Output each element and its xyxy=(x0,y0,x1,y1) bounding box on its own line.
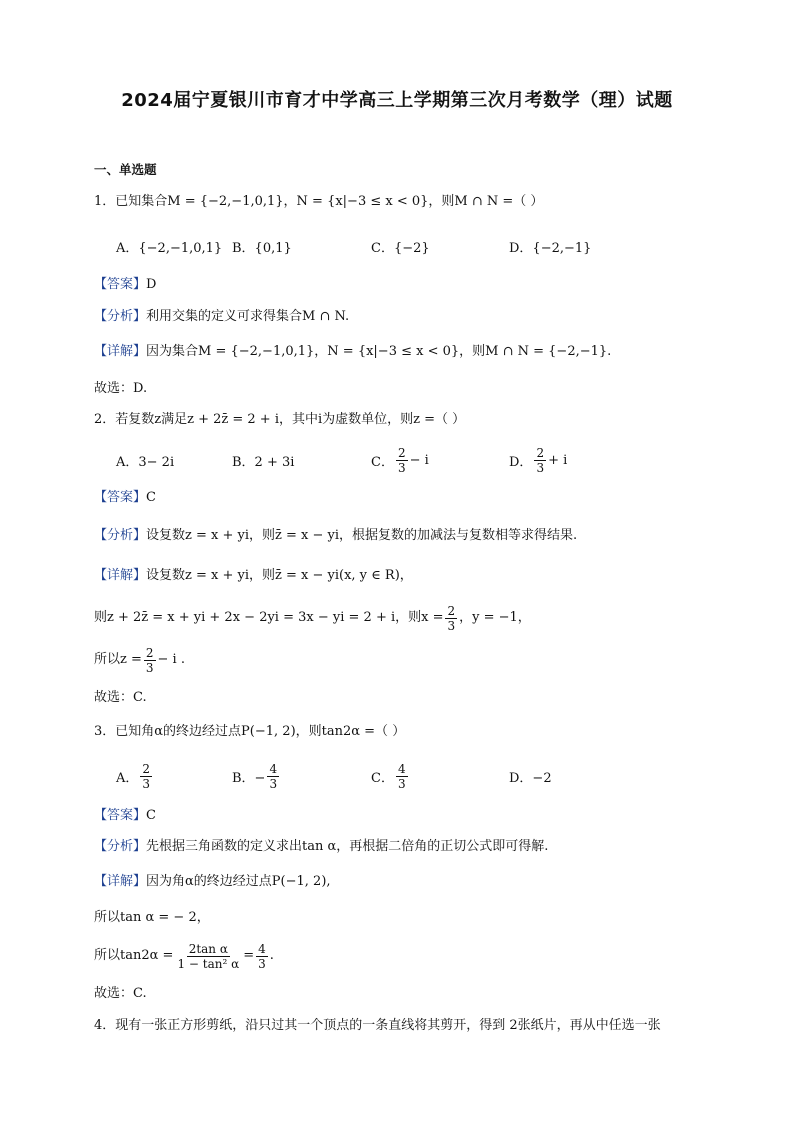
q1-option-c: C．{−2} xyxy=(371,240,430,256)
fraction xyxy=(445,604,457,633)
denominator: 3 xyxy=(397,776,406,791)
option-prefix: A． xyxy=(116,770,139,786)
q4-stem: 4．现有一张正方形剪纸，沿只过其一个顶点的一条直线将其剪开，得到 2张纸片，再从中任选一张 xyxy=(94,1018,661,1033)
q3-analysis xyxy=(94,837,548,857)
answer-value: D xyxy=(146,277,157,292)
answer-tag: 【答案】 xyxy=(94,277,147,292)
detail-text: 设复数z = x + yi，则z̄ = x − yi(x, y ∈ R)， xyxy=(146,568,413,583)
option-prefix: C． xyxy=(371,770,394,786)
q2-choose: 故选：C. xyxy=(94,690,147,705)
answer-tag: 【答案】 xyxy=(94,490,147,505)
q2-detail-line3 xyxy=(94,640,185,680)
q3-option-a xyxy=(116,756,154,796)
page-title: 2024届宁夏银川市育才中学高三上学期第三次月考数学（理）试题 xyxy=(121,90,673,111)
q2-options xyxy=(116,440,736,480)
numerator: 2 xyxy=(447,603,456,618)
option-suffix: + i xyxy=(548,452,568,468)
q1-analysis xyxy=(94,307,349,327)
option-prefix: D． xyxy=(509,454,533,470)
numerator: 2 xyxy=(145,645,154,660)
equation-suffix: . xyxy=(269,948,274,963)
denominator: 3 xyxy=(397,460,406,475)
analysis-tag: 【分析】 xyxy=(94,309,147,324)
numerator: 2 xyxy=(142,761,151,776)
equation-prefix: 所以tan2α = xyxy=(94,948,174,963)
fraction xyxy=(140,762,152,791)
fraction xyxy=(256,942,268,971)
numerator: 2 xyxy=(397,445,406,460)
denominator: 3 xyxy=(145,660,154,675)
numerator: 4 xyxy=(258,941,266,956)
q1-detail xyxy=(94,342,611,362)
q2-option-a: A．3− 2i xyxy=(116,454,175,470)
q3-answer xyxy=(94,806,156,826)
q3-detail xyxy=(94,872,331,892)
q3-stem: 3．已知角α的终边经过点P(−1, 2)，则tan2α =（ ） xyxy=(94,724,406,739)
numerator: 2tan α xyxy=(188,941,228,956)
denominator: 3 xyxy=(258,956,266,971)
q3-option-d: D．−2 xyxy=(509,770,552,786)
fraction xyxy=(396,762,408,791)
q3-options xyxy=(116,756,736,796)
fraction xyxy=(396,446,408,475)
numerator: 4 xyxy=(397,761,406,776)
q2-analysis xyxy=(94,526,577,546)
option-prefix: C． xyxy=(371,454,394,470)
detail-tag: 【详解】 xyxy=(94,344,147,359)
q2-detail-line2 xyxy=(94,598,531,638)
section-heading: 一、单选题 xyxy=(94,162,157,177)
q3-detail-line3 xyxy=(94,936,274,976)
denominator: 3 xyxy=(142,776,151,791)
detail-tag: 【详解】 xyxy=(94,568,147,583)
fraction xyxy=(175,942,241,971)
q3-detail-line2: 所以tan α = − 2， xyxy=(94,910,210,925)
answer-value: C xyxy=(146,490,156,505)
analysis-tag: 【分析】 xyxy=(94,528,147,543)
equation-suffix: ，y = −1， xyxy=(459,610,531,625)
option-suffix: − i xyxy=(409,452,429,468)
analysis-tag: 【分析】 xyxy=(94,839,147,854)
equation-prefix: 则z + 2z̄ = x + yi + 2x − 2yi = 3x − yi = 2 + i，则x = xyxy=(94,610,444,625)
detail-text: 因为角α的终边经过点P(−1, 2), xyxy=(146,874,331,889)
denominator: 3 xyxy=(269,776,278,791)
detail-tag: 【详解】 xyxy=(94,874,147,889)
q2-answer xyxy=(94,488,156,508)
analysis-text: 先根据三角函数的定义求出tan α，再根据二倍角的正切公式即可得解. xyxy=(146,839,549,854)
q3-option-c xyxy=(371,756,410,796)
q1-options xyxy=(116,226,736,266)
option-prefix: B．− xyxy=(232,770,266,786)
equation-suffix: − i . xyxy=(157,652,185,667)
equals-sign: = xyxy=(243,948,255,963)
numerator: 2 xyxy=(536,445,545,460)
analysis-text: 利用交集的定义可求得集合M ∩ N. xyxy=(146,309,350,324)
fraction xyxy=(267,762,279,791)
denominator: 3 xyxy=(447,618,456,633)
q2-option-d xyxy=(509,440,567,480)
q1-stem: 1．已知集合M = {−2,−1,0,1}，N = {x|−3 ≤ x < 0}，则M ∩ N =（ ） xyxy=(94,194,544,209)
q2-option-b: B．2 + 3i xyxy=(232,454,295,470)
q2-stem: 2．若复数z满足z + 2z̄ = 2 + i，其中i为虚数单位，则z =（ ） xyxy=(94,412,466,427)
q1-option-a: A．{−2,−1,0,1} xyxy=(116,240,223,256)
equation-prefix: 所以z = xyxy=(94,652,142,667)
analysis-text: 设复数z = x + yi，则z̄ = x − yi，根据复数的加减法与复数相等求得结果. xyxy=(146,528,578,543)
q1-choose: 故选：D. xyxy=(94,381,148,396)
q3-option-b xyxy=(232,756,281,796)
answer-tag: 【答案】 xyxy=(94,808,147,823)
numerator: 4 xyxy=(269,761,278,776)
q2-detail xyxy=(94,566,413,586)
denominator: 1 − tan² α xyxy=(177,956,240,971)
q1-option-d: D．{−2,−1} xyxy=(509,240,592,256)
fraction xyxy=(144,646,156,675)
answer-value: C xyxy=(146,808,156,823)
q2-option-c xyxy=(371,440,429,480)
detail-text: 因为集合M = {−2,−1,0,1}，N = {x|−3 ≤ x < 0}，则M ∩ N = {−2,−1}. xyxy=(146,344,612,359)
q1-option-b: B．{0,1} xyxy=(232,240,292,256)
denominator: 3 xyxy=(536,460,545,475)
q3-choose: 故选：C. xyxy=(94,986,147,1001)
fraction xyxy=(534,446,546,475)
q1-answer xyxy=(94,275,156,295)
